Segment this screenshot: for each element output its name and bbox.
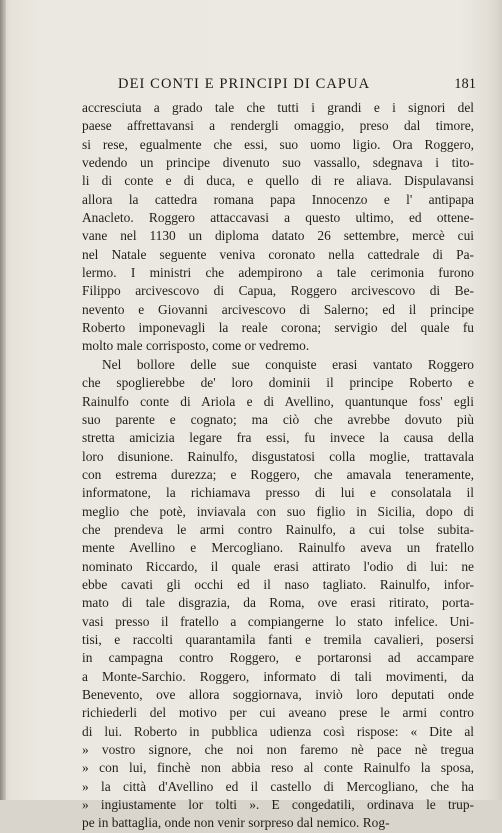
text-line: stretta amicizia legare fra essi, fu invece la causa della — [82, 430, 474, 446]
text-line: richiederli del motivo per cui aveano prese le armi contro — [82, 705, 474, 721]
text-line: con estrema durezza; e Roggero, che amavala teneramente, — [82, 466, 474, 482]
text-line: nominato Riccardo, il quale erasi attirato l'odio di lui: ne — [82, 558, 474, 574]
text-line: informatone, la richiamava presso di lui e consolatala il — [82, 485, 474, 501]
text-line: suo parente e cognato; ma ciò che avrebbe dovuto più — [82, 411, 474, 427]
text-line: che spoglierebbe de' loro dominii il principe Roberto e — [82, 375, 474, 391]
text-line: » la città d'Avellino ed il castello di Mercogliano, che ha — [82, 778, 474, 794]
text-line: nevento e Giovanni arcivescovo di Salerno; ed il principe — [82, 301, 474, 317]
text-line: di lui. Roberto in pubblica udienza così rispose: « Dite al — [82, 723, 474, 739]
text-line: Nel bollore delle sue conquiste erasi vantato Roggero — [102, 356, 474, 372]
paragraph — [82, 356, 474, 833]
text-line: molto male corrisposto, come or vedremo. — [82, 338, 310, 354]
text-line: Anacleto. Roggero attaccavasi a questo ultimo, ed ottene- — [82, 210, 474, 226]
text-line: a Monte-Sarchio. Roggero, informato di tali movimenti, da — [82, 668, 474, 684]
page-gutter-shadow — [0, 0, 6, 800]
text-line: allora la cattedra romana papa Innocenzo e l' antipapa — [82, 191, 474, 207]
text-line: pe in battaglia, onde non venir sorpreso dal nemico. Rog- — [82, 815, 390, 831]
text-line: Filippo arcivescovo di Capua, Roggero arcivescovo di Be- — [82, 283, 474, 299]
text-line: tisi, e raccolti quarantamila fanti e tremila cavalieri, posersi — [82, 631, 474, 647]
page-number: 181 — [454, 76, 476, 92]
text-line: » ingiustamente lor tolti ». E congedatili, ordinava le trup- — [82, 797, 474, 813]
paragraph — [82, 99, 474, 356]
text-line: » con lui, finchè non abbia reso al conte Rainulfo la sposa, — [82, 760, 474, 776]
text-line: vasi presso il fratello a compiangerne lo stato infelice. Uni- — [82, 613, 474, 629]
text-line: nel Natale seguente veniva coronato nella cattedrale di Pa- — [82, 246, 474, 262]
text-line: Rainulfo conte di Ariola e di Avellino, quantunque foss' egli — [82, 393, 474, 409]
text-line: ebbe cavati gli occhi ed il naso tagliato. Rainulfo, infor- — [82, 576, 474, 592]
text-line: » vostro signore, che noi non faremo nè pace nè tregua — [82, 742, 474, 758]
text-line: che prendeva le armi contro Rainulfo, a cui tolse subita- — [82, 521, 474, 537]
text-line: in campagna contro Roggero, e portaronsi ad accampare — [82, 650, 474, 666]
text-line: lermo. I ministri che adempirono a tale cerimonia furono — [82, 265, 474, 281]
text-line: mente Avellino e Mercogliano. Rainulfo aveva un fratello — [82, 540, 474, 556]
text-line: mato di tale disgrazia, da Roma, ove erasi ritirato, porta- — [82, 595, 474, 611]
running-head: DEI CONTI E PRINCIPI DI CAPUA — [118, 76, 371, 92]
page-header — [104, 76, 476, 96]
body-text — [82, 99, 474, 833]
text-line: paese affrettavansi a rendergli omaggio, preso dal timore, — [82, 118, 474, 134]
text-line: accresciuta a grado tale che tutti i grandi e i signori del — [82, 100, 474, 115]
text-line: Roberto imponevagli la reale corona; servigio del quale fu — [82, 320, 474, 336]
text-line: si rese, egualmente che essi, suo uomo ligio. Ora Roggero, — [82, 136, 474, 152]
text-line: Benevento, ove allora soggiornava, inviò loro deputati onde — [82, 687, 474, 702]
text-line: meglio che potè, inviavala con suo figlio in Sicilia, dopo di — [82, 503, 474, 519]
text-line: vane nel 1130 un diploma datato 26 settembre, mercè cui — [82, 228, 474, 244]
text-line: li di conte e di duca, e quello di re aliava. Dispulavansi — [82, 173, 474, 189]
text-line: loro disunione. Rainulfo, disgustatosi colla moglie, trattavala — [82, 448, 474, 464]
text-line: vedendo un principe divenuto suo vassallo, sdegnava i tito- — [82, 155, 474, 171]
